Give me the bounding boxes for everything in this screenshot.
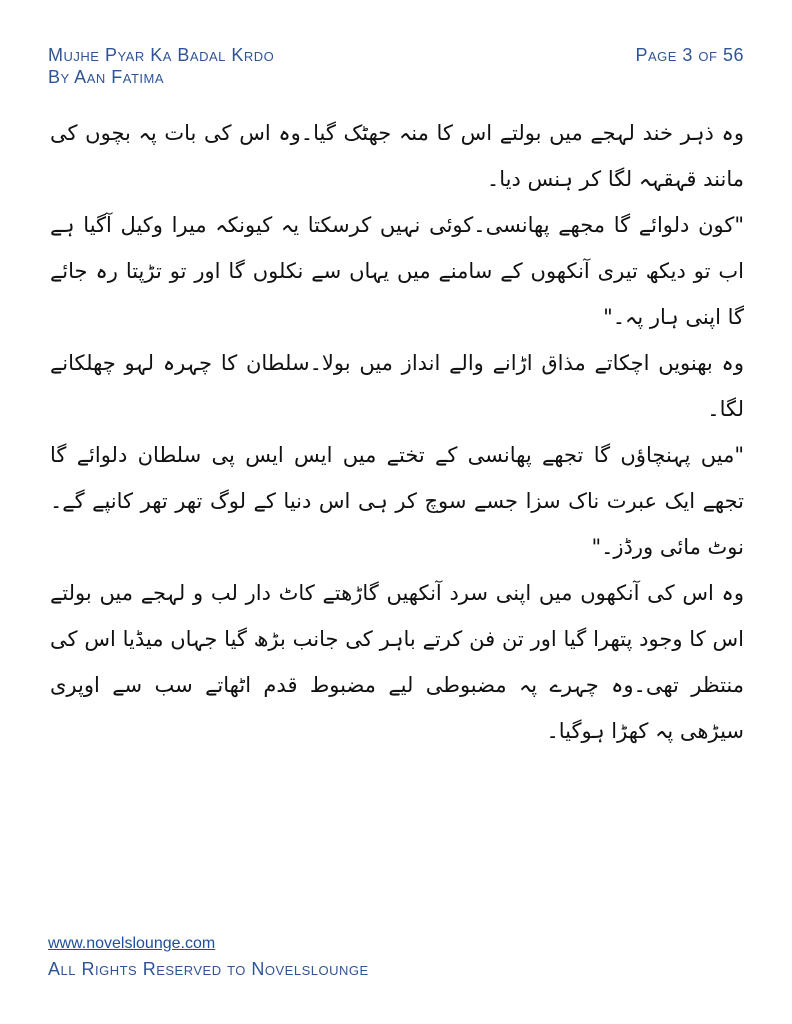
page-footer xyxy=(48,934,369,980)
novel-author: By Aan Fatima xyxy=(48,67,165,87)
website-link[interactable]: www.novelslounge.com xyxy=(48,935,216,952)
rights-notice: All Rights Reserved to Novelslounge xyxy=(48,959,369,979)
paragraph: وہ اس کی آنکھوں میں اپنی سرد آنکھیں گاڑھتے کاٹ دار لب و لہجے میں بولتے اس کا وجود پتھرا گیا اور تن فن کرتے باہر کی جانب بڑھ گیا جہاں میڈیا اس کی منتظر تھی۔وہ چہرے پہ مضبوطی لیے مضبوط قدم اٹھاتے سب سے اوپری سیڑھی پہ کھڑا ہوگیا۔ xyxy=(50,581,744,743)
paragraph: وہ بھنویں اچکاتے مذاق اڑانے والے انداز میں بولا۔سلطان کا چہرہ لہو چھلکانے لگا۔ xyxy=(50,351,744,421)
header-title-block xyxy=(48,44,274,88)
story-text xyxy=(50,110,744,754)
paragraph: وہ ذہر خند لہجے میں بولتے اس کا منہ جھٹک گیا۔وہ اس کی بات پہ بچوں کی مانند قہقہہ لگا کر ہنس دیا۔ xyxy=(50,121,744,191)
page-number: Page 3 of 56 xyxy=(635,45,744,65)
paragraph: "میں پہنچاؤں گا تجھے پھانسی کے تختے میں ایس ایس پی سلطان دلوائے گا تجھے ایک عبرت ناک سزا جسے سوچ کر ہی اس دنیا کے لوگ تھر تھر کانپے گے۔نوٹ مائی ورڈز۔" xyxy=(50,443,744,559)
novel-title: Mujhe Pyar Ka Badal Krdo xyxy=(48,45,275,65)
paragraph: "کون دلوائے گا مجھے پھانسی۔کوئی نہیں کرسکتا یہ کیونکہ میرا وکیل آگیا ہے اب تو دیکھ تیری آنکھوں کے سامنے میں یہاں سے نکلوں گا اور تو تڑپتا رہ جائے گا اپنی ہار پہ۔" xyxy=(50,213,744,329)
